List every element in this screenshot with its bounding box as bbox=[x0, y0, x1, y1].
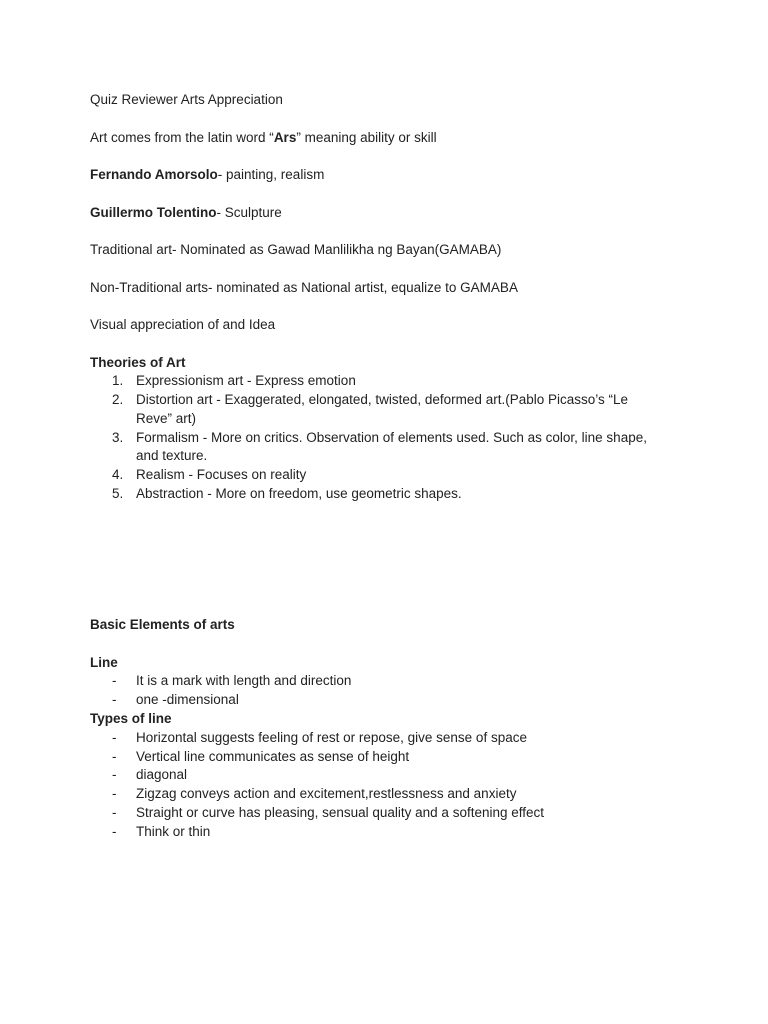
list-item-text: Expressionism art - Express emotion bbox=[136, 373, 356, 388]
amorsolo-name: Fernando Amorsolo bbox=[90, 167, 218, 182]
list-number: 3. bbox=[112, 430, 124, 445]
list-item-text: Realism - Focuses on reality bbox=[136, 467, 307, 482]
traditional-art-line: Traditional art- Nominated as Gawad Manlilikha ng Bayan(GAMABA) bbox=[90, 242, 502, 257]
theories-heading: Theories of Art bbox=[90, 355, 186, 370]
list-number: 4. bbox=[112, 467, 124, 482]
visual-appreciation-line: Visual appreciation of and Idea bbox=[90, 317, 276, 332]
list-dash: - bbox=[112, 767, 117, 782]
list-item-text: one -dimensional bbox=[136, 692, 239, 707]
types-of-line-heading: Types of line bbox=[90, 711, 172, 726]
amorsolo-desc: - painting, realism bbox=[217, 167, 325, 182]
list-number: 5. bbox=[112, 486, 124, 501]
list-item-text: diagonal bbox=[136, 767, 188, 782]
list-item-text: Horizontal suggests feeling of rest or repose, give sense of space bbox=[136, 730, 527, 745]
list-dash: - bbox=[112, 749, 117, 764]
list-item-text: Distortion art - Exaggerated, elongated, twisted, deformed art.(Pablo Picasso’s “Le bbox=[136, 392, 629, 407]
list-dash: - bbox=[112, 692, 117, 707]
tolentino-name: Guillermo Tolentino bbox=[90, 205, 217, 220]
list-dash: - bbox=[112, 730, 117, 745]
tolentino-entry bbox=[90, 204, 282, 222]
list-dash: - bbox=[112, 786, 117, 801]
basic-elements-heading: Basic Elements of arts bbox=[90, 617, 235, 632]
tolentino-desc: - Sculpture bbox=[216, 205, 282, 220]
list-item-text: and texture. bbox=[136, 448, 208, 463]
ars-word: Ars bbox=[273, 130, 297, 145]
list-number: 2. bbox=[112, 392, 124, 407]
list-item-text: Think or thin bbox=[136, 824, 211, 839]
list-dash: - bbox=[112, 673, 117, 688]
ars-before: Art comes from the latin word “ bbox=[90, 130, 274, 145]
list-item-text: Zigzag conveys action and excitement,restlessness and anxiety bbox=[136, 786, 517, 801]
list-item-text: It is a mark with length and direction bbox=[136, 673, 352, 688]
line-heading: Line bbox=[90, 655, 118, 670]
list-dash: - bbox=[112, 824, 117, 839]
ars-definition bbox=[90, 129, 437, 147]
list-number: 1. bbox=[112, 373, 124, 388]
list-item-text: Vertical line communicates as sense of height bbox=[136, 749, 410, 764]
list-dash: - bbox=[112, 805, 117, 820]
list-item-text: Reve” art) bbox=[136, 411, 197, 426]
list-item-text: Straight or curve has pleasing, sensual quality and a softening effect bbox=[136, 805, 545, 820]
non-traditional-art-line: Non-Traditional arts- nominated as National artist, equalize to GAMABA bbox=[90, 280, 518, 295]
ars-after: ” meaning ability or skill bbox=[296, 130, 437, 145]
list-item-text: Abstraction - More on freedom, use geometric shapes. bbox=[136, 486, 462, 501]
document-title: Quiz Reviewer Arts Appreciation bbox=[90, 92, 283, 107]
list-item-text: Formalism - More on critics. Observation of elements used. Such as color, line shape, bbox=[136, 430, 647, 445]
amorsolo-entry bbox=[90, 166, 324, 184]
